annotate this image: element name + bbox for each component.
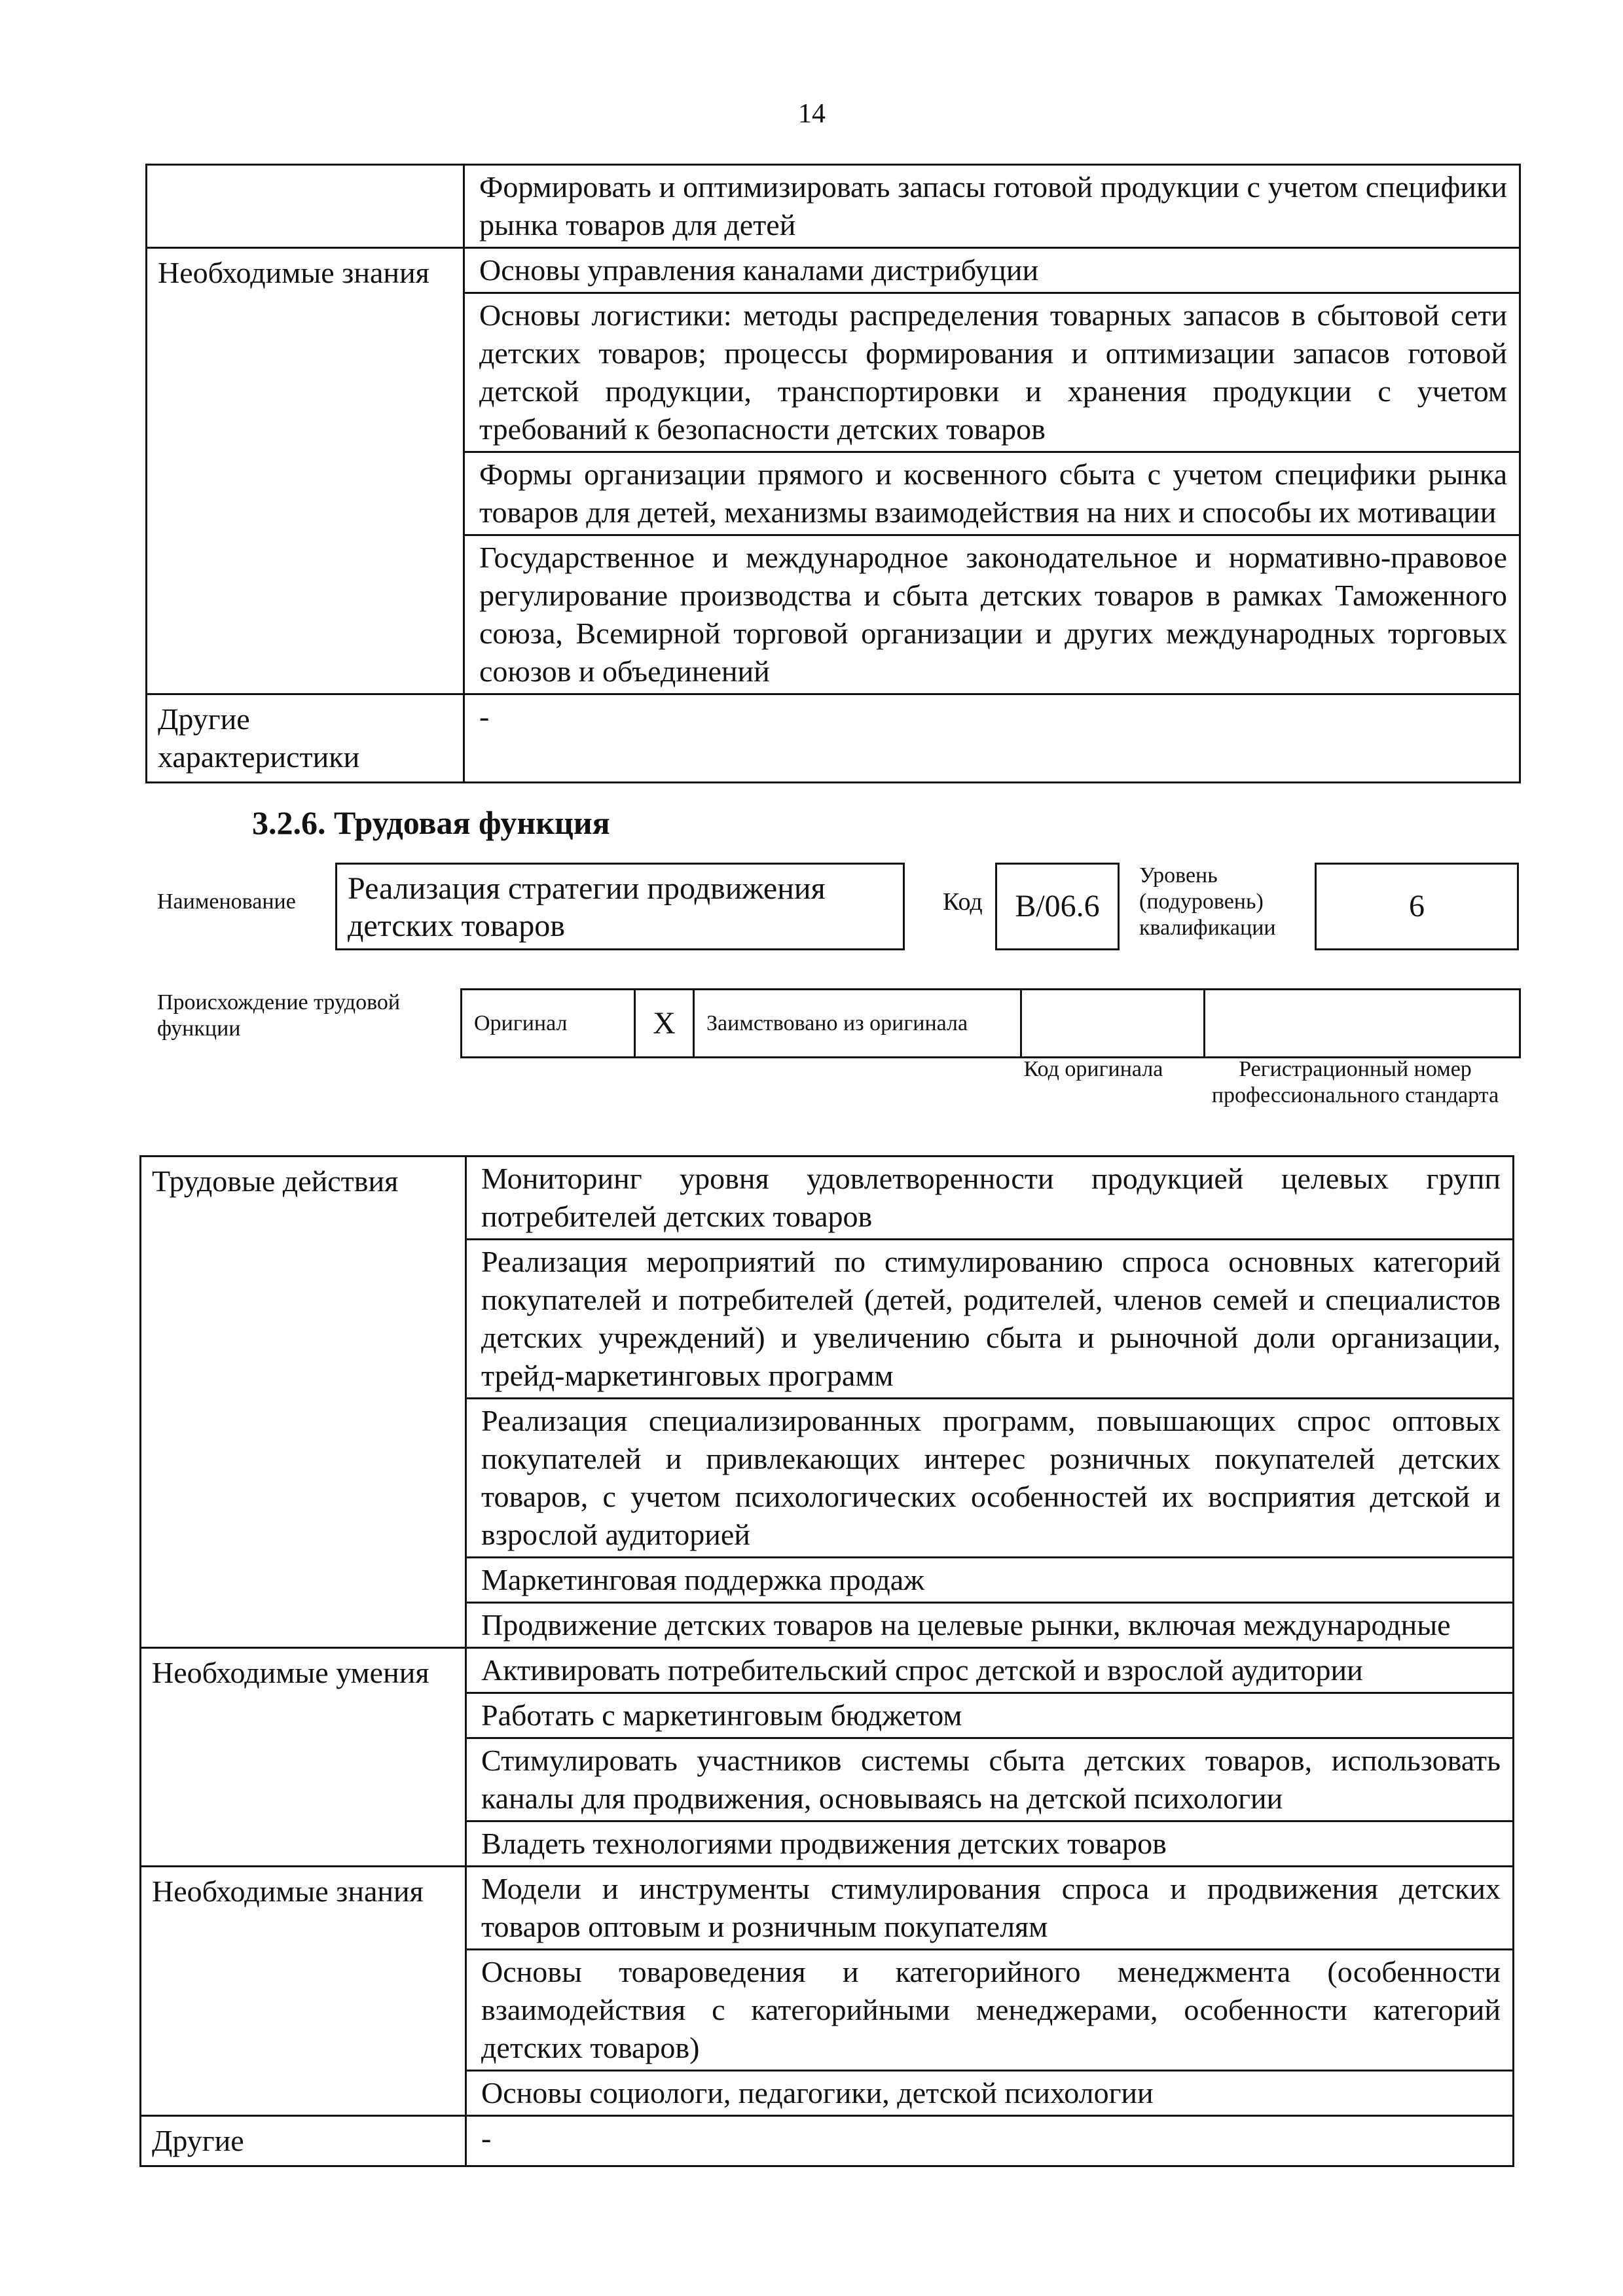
- labor-function-table: [139, 1155, 1514, 2167]
- row-label: Необходимые знания: [141, 1867, 466, 2116]
- row-item: Работать с маркетинговым бюджетом: [466, 1693, 1514, 1738]
- row-item: Мониторинг уровня удовлетворенности продукцией целевых групп потребителей детских товаров: [466, 1157, 1514, 1240]
- section-heading: 3.2.6. Трудовая функция: [252, 804, 610, 841]
- table-row: [147, 694, 1520, 783]
- row-item: Маркетинговая поддержка продаж: [466, 1558, 1514, 1603]
- row-item: Модели и инструменты стимулирования спроса и продвижения детских товаров оптовым и розничным покупателям: [466, 1867, 1514, 1950]
- table-row: [147, 248, 1520, 293]
- row-item: Реализация специализированных программ, повышающих спрос оптовых покупателей и привлекающих интерес розничных покупателей детских товаров, с учетом психологических особенностей их восприятия детской и взрослой аудиторией: [466, 1399, 1514, 1558]
- origin-table: [460, 988, 1521, 1058]
- row-label: Необходимые умения: [141, 1648, 466, 1867]
- original-code-cell: [1021, 990, 1205, 1058]
- row-label: Необходимые знания: [147, 248, 464, 694]
- function-name-box: Реализация стратегии продвижения детских товаров: [335, 863, 905, 950]
- original-code-caption: Код оригинала: [1023, 1057, 1163, 1081]
- row-item: Государственное и международное законодательное и нормативно-правовое регулирование производства и сбыта детских товаров в рамках Таможенного союза, Всемирной торговой организации и других международных торговых союзов и объединений: [464, 535, 1520, 694]
- original-mark: X: [635, 990, 694, 1058]
- row-item: Формировать и оптимизировать запасы готовой продукции с учетом специфики рынка товаров для детей: [464, 165, 1520, 248]
- row-item: Основы социологи, педагогики, детской психологии: [466, 2071, 1514, 2116]
- row-label: [147, 165, 464, 248]
- row-item: Реализация мероприятий по стимулированию спроса основных категорий покупателей и потребителей (детей, родителей, членов семей и специалистов детских учреждений) и увеличению сбыта и рыночной доли организации, трейд-маркетинговых программ: [466, 1240, 1514, 1399]
- table-row: [141, 1648, 1514, 1693]
- table-row: [141, 1867, 1514, 1950]
- row-item: Основы логистики: методы распределения товарных запасов в сбытовой сети детских товаров; процессы формирования и оптимизации запасов готовой детской продукции, транспортировки и хранения продукции с учетом требований к безопасности детских товаров: [464, 293, 1520, 452]
- reg-number-cell: [1205, 990, 1520, 1058]
- row-item: -: [464, 694, 1520, 783]
- row-item: Основы товароведения и категорийного менеджмента (особенности взаимодействия с категорийными менеджерами, особенности категорий детских товаров): [466, 1950, 1514, 2071]
- page-number: 14: [798, 99, 826, 129]
- origin-label: Происхождение трудовой функции: [157, 990, 401, 1041]
- row-item: Продвижение детских товаров на целевые рынки, включая международные: [466, 1603, 1514, 1648]
- row-item: Стимулировать участников системы сбыта детских товаров, использовать каналы для продвижения, основываясь на детской психологии: [466, 1738, 1514, 1821]
- row-label: Другие характеристики: [147, 694, 464, 783]
- code-label: Код: [943, 888, 983, 916]
- level-box: 6: [1315, 863, 1519, 950]
- original-cell: Оригинал: [462, 990, 635, 1058]
- row-item: Владеть технологиями продвижения детских товаров: [466, 1821, 1514, 1867]
- level-label: Уровень (подуровень) квалификации: [1139, 863, 1276, 940]
- row-item: -: [466, 2116, 1514, 2166]
- row-label: Другие: [141, 2116, 466, 2166]
- row-item: Активировать потребительский спрос детской и взрослой аудитории: [466, 1648, 1514, 1693]
- function-code-box: B/06.6: [995, 863, 1120, 950]
- borrowed-cell: Заимствовано из оригинала: [694, 990, 1021, 1058]
- name-label: Наименование: [157, 889, 296, 914]
- reg-number-caption: Регистрационный номер профессионального стандарта: [1211, 1057, 1499, 1107]
- table-row: [141, 2116, 1514, 2166]
- table-row: [147, 165, 1520, 248]
- knowledge-table-continued: [145, 164, 1521, 783]
- row-label: Трудовые действия: [141, 1157, 466, 1648]
- row-item: Основы управления каналами дистрибуции: [464, 248, 1520, 293]
- row-item: Формы организации прямого и косвенного сбыта с учетом специфики рынка товаров для детей, механизмы взаимодействия на них и способы их мотивации: [464, 452, 1520, 535]
- table-row: [141, 1157, 1514, 1240]
